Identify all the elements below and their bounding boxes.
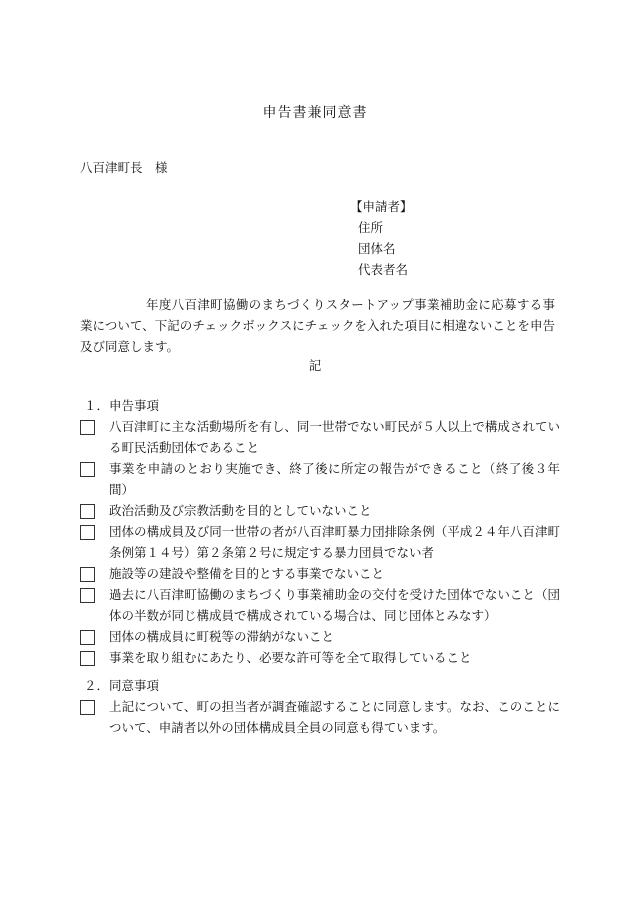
checkbox[interactable]: [80, 588, 95, 603]
declaration-item: [80, 521, 560, 563]
declaration-item-text: 団体の構成員に町税等の滞納がないこと: [109, 629, 335, 644]
applicant-block: [350, 196, 413, 280]
declaration-item: [80, 584, 560, 626]
intro-paragraph: 年度八百津町協働のまちづくりスタートアップ事業補助金に応募する事業について、下記のチェックボックスにチェックを入れた項目に相違ないことを申告及び同意します。: [80, 297, 555, 354]
consent-item: [80, 696, 560, 738]
declaration-section: [80, 395, 560, 668]
declaration-heading: １．申告事項: [84, 398, 160, 413]
declaration-item-text: 事業を取り組むにあたり、必要な許可等を全て取得していること: [109, 650, 472, 665]
checkbox[interactable]: [80, 525, 95, 540]
checkbox[interactable]: [80, 420, 95, 435]
consent-item-text: 上記について、町の担当者が調査確認することに同意します。なお、このことについて、申請者以外の団体構成員全員の同意も得ています。: [109, 699, 560, 735]
checkbox[interactable]: [80, 504, 95, 519]
representative-label: 代表者名: [358, 262, 409, 277]
checkbox[interactable]: [80, 630, 95, 645]
address-label: 住所: [358, 220, 384, 235]
declaration-item: [80, 458, 560, 500]
recipient: 八百津町長 様: [80, 160, 168, 175]
checkbox[interactable]: [80, 462, 95, 477]
declaration-item: [80, 626, 560, 647]
declaration-item: [80, 416, 560, 458]
applicant-header: 【申請者】: [350, 199, 413, 214]
checkbox[interactable]: [80, 700, 95, 715]
declaration-item: [80, 647, 560, 668]
declaration-item-text: 施設等の建設や整備を目的とする事業でないこと: [109, 566, 385, 581]
declaration-item-text: 過去に八百津町協働のまちづくり事業補助金の交付を受けた団体でないこと（団体の半数が同じ構成員で構成されている場合は、同じ団体とみなす）: [109, 587, 560, 623]
consent-heading: ２．同意事項: [84, 678, 160, 693]
declaration-item-text: 政治活動及び宗教活動を目的としていないこと: [109, 503, 372, 518]
declaration-item-text: 事業を申請のとおり実施でき、終了後に所定の報告ができること（終了後３年間）: [109, 461, 560, 497]
declaration-item: [80, 563, 560, 584]
consent-section: [80, 675, 560, 738]
ki-heading: 記: [308, 358, 322, 373]
document-title: 申告書兼同意書: [262, 105, 368, 121]
group-name-label: 団体名: [358, 241, 396, 256]
declaration-item: [80, 500, 560, 521]
declaration-item-text: 団体の構成員及び同一世帯の者が八百津町暴力団排除条例（平成２４年八百津町条例第１４号）第２条第２号に規定する暴力団員でない者: [109, 524, 560, 560]
checkbox[interactable]: [80, 651, 95, 666]
checkbox[interactable]: [80, 567, 95, 582]
declaration-item-text: 八百津町に主な活動場所を有し、同一世帯でない町民が５人以上で構成されている町民活動団体であること: [109, 419, 560, 455]
